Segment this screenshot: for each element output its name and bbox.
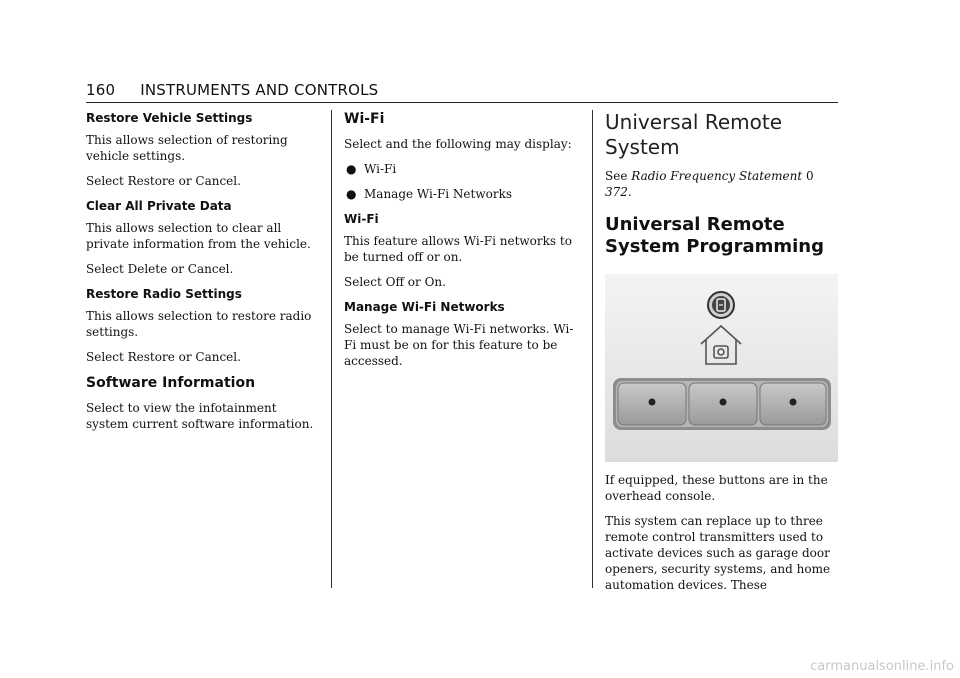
column-divider-2	[592, 110, 593, 588]
console-buttons-illustration	[605, 274, 838, 462]
column-3	[605, 110, 838, 602]
programming-title: Universal Remote System Programming	[605, 214, 824, 257]
software-text: Select to view the infotainment system current software information.	[86, 401, 314, 431]
wifi-intro: Select and the following may display:	[344, 137, 572, 151]
restore-vehicle-select: Select Restore or Cancel.	[86, 174, 241, 188]
wifi-options-list	[344, 161, 580, 202]
page-header	[86, 81, 378, 99]
restore-vehicle-text: This allows selection of restoring vehicle settings.	[86, 133, 288, 163]
see-reference	[605, 168, 838, 200]
wifi-sub-text: This feature allows Wi-Fi networks to be turned off or on.	[344, 234, 572, 264]
watermark: carmanualsonline.info	[810, 659, 954, 674]
restore-radio-text: This allows selection to restore radio settings.	[86, 309, 312, 339]
list-item	[344, 161, 580, 177]
universal-remote-title: Universal Remote System	[605, 110, 782, 159]
system-description: This system can replace up to three remote control transmitters used to activate devices such as garage door openers, security systems, and home automation devices. These	[605, 514, 831, 592]
bullet-icon: ●	[346, 187, 357, 201]
see-page-number: 372.	[605, 185, 632, 199]
manage-wifi-heading: Manage Wi-Fi Networks	[344, 300, 505, 314]
indicator-light-icon	[708, 292, 734, 318]
page-ref-icon: 0	[806, 169, 814, 183]
equipped-text: If equipped, these buttons are in the overhead console.	[605, 473, 828, 503]
clear-private-text: This allows selection to clear all private information from the vehicle.	[86, 221, 311, 251]
section-title: INSTRUMENTS AND CONTROLS	[140, 81, 379, 99]
restore-radio-heading: Restore Radio Settings	[86, 287, 242, 301]
column-1	[86, 110, 314, 441]
clear-private-heading: Clear All Private Data	[86, 199, 232, 213]
list-item-label: Manage Wi-Fi Networks	[364, 187, 513, 201]
list-item-label: Wi-Fi	[364, 162, 397, 176]
see-prefix: See	[605, 169, 628, 183]
remote-button-bank	[613, 378, 831, 430]
software-heading: Software Information	[86, 375, 256, 391]
see-reference-link[interactable]: Radio Frequency Statement	[631, 169, 803, 183]
header-rule	[86, 102, 838, 103]
column-2	[344, 110, 580, 378]
wifi-heading: Wi-Fi	[344, 111, 385, 127]
restore-vehicle-heading: Restore Vehicle Settings	[86, 111, 253, 125]
restore-radio-select: Select Restore or Cancel.	[86, 350, 241, 364]
wifi-sub-heading: Wi-Fi	[344, 212, 379, 226]
column-divider-1	[331, 110, 332, 588]
manage-wifi-text: Select to manage Wi-Fi networks. Wi-Fi must be on for this feature to be accessed.	[344, 322, 574, 368]
page-number: 160	[86, 81, 116, 99]
list-item	[344, 186, 580, 202]
wifi-sub-select: Select Off or On.	[344, 275, 446, 289]
clear-private-select: Select Delete or Cancel.	[86, 262, 234, 276]
bullet-icon: ●	[346, 162, 357, 176]
overhead-console-figure	[605, 274, 838, 462]
